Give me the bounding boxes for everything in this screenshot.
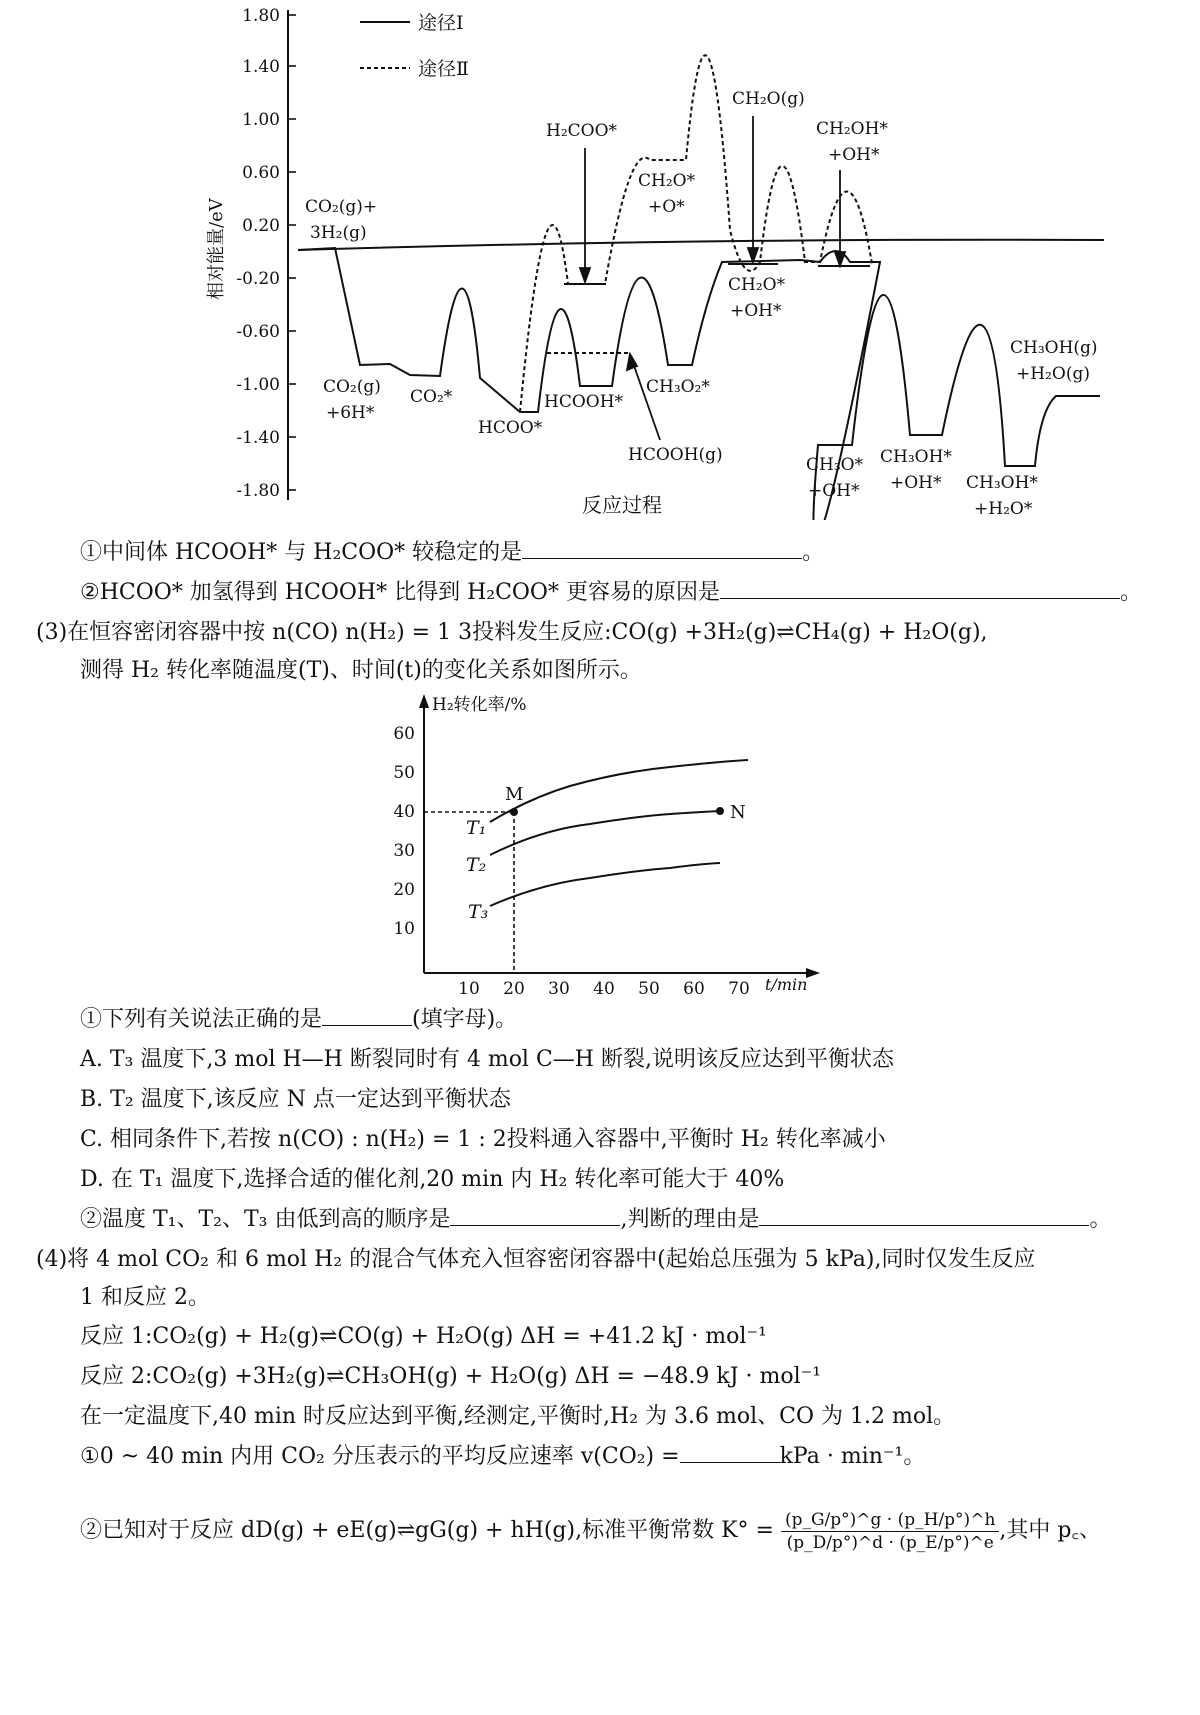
conv-ytick: 30 <box>393 841 415 861</box>
label-co2-6h: +6H* <box>326 403 375 423</box>
conv-xtick: 10 <box>458 979 480 999</box>
kc-denominator: (p_D/p°)^d · (p_E/p°)^e <box>786 1532 994 1553</box>
part-4-line-1: (4)将 4 mol CO₂ 和 6 mol H₂ 的混合气体充入恒容密闭容器中(起始总压强为 5 kPa),同时仅发生反应 <box>36 1247 1036 1272</box>
label-ch3oh-oh: CH₃OH* <box>880 447 952 467</box>
option-b: B. T₂ 温度下,该反应 N 点一定达到平衡状态 <box>80 1087 511 1112</box>
energy-ytick-label: 1.80 <box>242 6 280 26</box>
p3-q1-end: (填字母)。 <box>412 1007 518 1032</box>
conversion-figure <box>370 690 830 1000</box>
label-ch3oh-g: CH₃OH(g) <box>1010 338 1098 358</box>
conv-xtick: 60 <box>683 979 705 999</box>
question-1 <box>80 538 824 568</box>
label-co2-6h: CO₂(g) <box>323 377 381 397</box>
p3-q1-text: ①下列有关说法正确的是 <box>80 1007 323 1032</box>
kc-numerator: (p_G/p°)^g · (p_H/p°)^h <box>781 1509 999 1532</box>
energy-legend <box>360 12 469 80</box>
energy-ytick-label: 1.00 <box>242 110 280 130</box>
punct: 。 <box>802 540 825 565</box>
label-h2coo: H₂COO* <box>546 121 618 141</box>
legend-path-1: 途径Ⅰ <box>418 12 464 34</box>
x-axis-arrow <box>806 968 820 978</box>
y-axis-arrow <box>419 694 429 708</box>
part-4-question-2 <box>80 1506 1101 1556</box>
label-ch3oh-oh: +OH* <box>890 473 942 493</box>
label-ch2oh-oh: CH₂OH* <box>816 119 888 139</box>
conversion-x-label: t/min <box>765 975 808 994</box>
punct: 。 <box>1119 580 1142 605</box>
label-hcooh-star: HCOOH* <box>544 392 624 412</box>
part-3-question-1 <box>80 1005 517 1035</box>
conv-ytick: 50 <box>393 763 415 783</box>
conv-xtick: 70 <box>728 979 750 999</box>
kc-fraction <box>781 1509 999 1554</box>
label-hcooh-g: HCOOH(g) <box>628 445 723 465</box>
question-1-text: ①中间体 HCOOH* 与 H₂COO* 较稳定的是 <box>80 540 523 565</box>
conv-xtick: 20 <box>503 979 525 999</box>
energy-y-ticks <box>288 15 296 490</box>
question-2-text: ②HCOO* 加氢得到 HCOOH* 比得到 H₂COO* 更容易的原因是 <box>80 580 720 605</box>
label-ch2oh-oh: +OH* <box>828 145 880 165</box>
unit: kPa · min⁻¹。 <box>779 1444 926 1469</box>
energy-ytick-label: -0.20 <box>236 269 280 289</box>
p3-q2-text: ②温度 T₁、T₂、T₃ 由低到高的顺序是 <box>80 1207 451 1232</box>
part-4-line-3: 在一定温度下,40 min 时反应达到平衡,经测定,平衡时,H₂ 为 3.6 mol、CO 为 1.2 mol。 <box>80 1404 956 1429</box>
p3-q2-reason: ,判断的理由是 <box>620 1207 760 1232</box>
label-ch2o-o: CH₂O* <box>638 171 696 191</box>
energy-ytick-label: 1.40 <box>242 57 280 77</box>
part-4-line-2: 1 和反应 2。 <box>80 1285 210 1310</box>
energy-ytick-label: -0.60 <box>236 322 280 342</box>
answer-blank[interactable] <box>680 1442 780 1463</box>
conv-ytick: 10 <box>393 919 415 939</box>
path-2-curve <box>520 55 872 412</box>
curve-t1 <box>490 760 748 822</box>
conv-ytick: 20 <box>393 880 415 900</box>
legend-path-2: 途径Ⅱ <box>418 58 469 80</box>
curve-label-t3: T₃ <box>468 901 489 923</box>
energy-ytick-label: -1.80 <box>236 481 280 501</box>
answer-blank[interactable] <box>759 1205 1089 1226</box>
label-ch3o-oh: +OH* <box>808 481 860 501</box>
reaction-1: 反应 1:CO₂(g) + H₂(g)⇌CO(g) + H₂O(g) ΔH = +41.2 kJ · mol⁻¹ <box>80 1324 767 1349</box>
answer-blank[interactable] <box>450 1205 620 1226</box>
label-ch3oh-g: +H₂O(g) <box>1016 364 1090 384</box>
question-2 <box>80 578 1142 608</box>
point-n <box>716 807 724 815</box>
label-ch2o-o: +O* <box>648 197 685 217</box>
p4-q2-end: ,其中 p꜀、 <box>999 1518 1102 1543</box>
answer-blank[interactable] <box>720 578 1120 599</box>
reference-line <box>298 240 1104 250</box>
conv-xtick: 30 <box>548 979 570 999</box>
label-ch3o2: CH₃O₂* <box>646 377 710 397</box>
conv-ytick: 40 <box>393 802 415 822</box>
answer-blank[interactable] <box>522 538 802 559</box>
conversion-y-label: H₂转化率/% <box>432 695 527 715</box>
point-m <box>510 808 518 816</box>
energy-ytick-label: 0.60 <box>242 163 280 183</box>
p4-q1-text: ①0 ~ 40 min 内用 CO₂ 分压表示的平均反应速率 v(CO₂) = <box>80 1444 680 1469</box>
curve-label-t1: T₁ <box>466 817 487 839</box>
label-co2-start: 3H₂(g) <box>310 223 367 243</box>
curve-label-t2: T₂ <box>466 854 487 876</box>
part-3-line-1: (3)在恒容密闭容器中按 n(CO) n(H₂) = 1 3投料发生反应:CO(g) +3H₂(g)⇌CH₄(g) + H₂O(g), <box>36 620 988 645</box>
label-ch3oh-h2o: +H₂O* <box>974 499 1033 519</box>
conv-xtick: 50 <box>638 979 660 999</box>
label-co2-star: CO₂* <box>410 387 453 407</box>
label-ch2o-oh: CH₂O* <box>728 275 786 295</box>
p4-q2-text: ②已知对于反应 dD(g) + eE(g)⇌gG(g) + hH(g),标准平衡常数 K° = <box>80 1518 774 1543</box>
label-ch2o-oh: +OH* <box>730 301 782 321</box>
energy-ytick-label: 0.20 <box>242 216 280 236</box>
label-co2-start: CO₂(g)+ <box>305 197 378 217</box>
label-hcoo: HCOO* <box>478 418 543 438</box>
option-d: D. 在 T₁ 温度下,选择合适的催化剂,20 min 内 H₂ 转化率可能大于 40% <box>80 1167 785 1192</box>
point-m-label: M <box>505 784 524 805</box>
label-ch3oh-h2o: CH₃OH* <box>966 473 1038 493</box>
conv-xtick: 40 <box>593 979 615 999</box>
curve-t3 <box>490 863 720 906</box>
energy-profile-figure <box>0 0 1200 520</box>
curve-t2 <box>490 811 720 855</box>
energy-x-axis-label: 反应过程 <box>582 493 662 517</box>
point-n-label: N <box>730 802 746 823</box>
option-c: C. 相同条件下,若按 n(CO) : n(H₂) = 1 : 2投料通入容器中,平衡时 H₂ 转化率减小 <box>80 1127 886 1152</box>
answer-blank[interactable] <box>322 1005 412 1026</box>
label-ch3o-oh: CH₃O* <box>806 455 864 475</box>
punct: 。 <box>1089 1207 1112 1232</box>
energy-ytick-label: -1.40 <box>236 428 280 448</box>
part-3-line-2: 测得 H₂ 转化率随温度(T)、时间(t)的变化关系如图所示。 <box>80 658 642 683</box>
energy-ytick-label: -1.00 <box>236 375 280 395</box>
energy-y-axis-label: 相对能量/eV <box>206 198 227 300</box>
option-a: A. T₃ 温度下,3 mol H—H 断裂同时有 4 mol C—H 断裂,说明该反应达到平衡状态 <box>80 1047 894 1072</box>
part-4-question-1 <box>80 1442 925 1472</box>
conv-ytick: 60 <box>393 724 415 744</box>
part-3-question-2 <box>80 1205 1111 1235</box>
label-ch2o-g: CH₂O(g) <box>732 89 805 109</box>
reaction-2: 反应 2:CO₂(g) +3H₂(g)⇌CH₃OH(g) + H₂O(g) ΔH = −48.9 kJ · mol⁻¹ <box>80 1364 822 1389</box>
